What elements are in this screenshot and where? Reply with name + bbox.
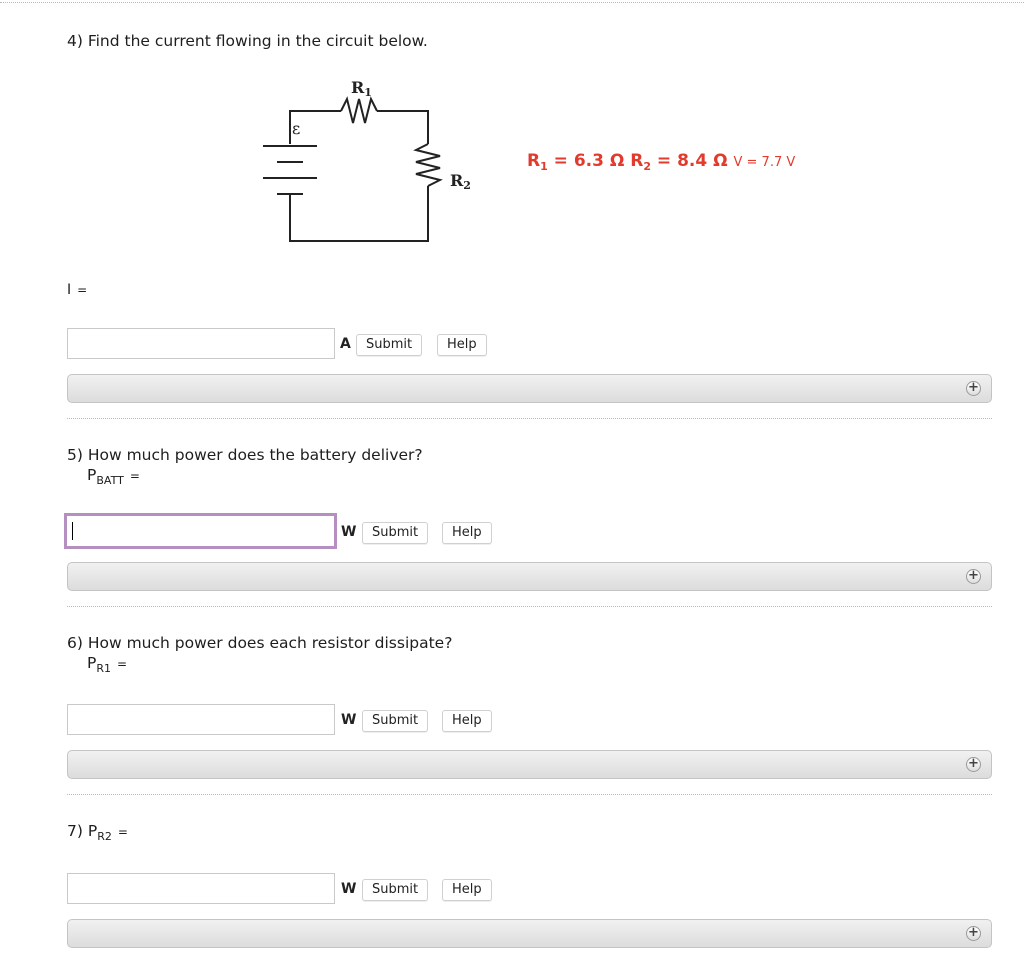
help-button-q4[interactable]: Help <box>437 334 487 356</box>
submit-button-q5[interactable]: Submit <box>362 522 428 544</box>
answer-bar-q6[interactable] <box>67 750 992 779</box>
r2-power-input[interactable] <box>67 873 335 904</box>
submit-button-q4[interactable]: Submit <box>356 334 422 356</box>
divider-q5 <box>67 606 992 607</box>
question-6-text: 6) How much power does each resistor dissipate? <box>67 634 453 652</box>
text-caret <box>72 522 73 540</box>
battery-power-input[interactable] <box>64 513 337 549</box>
circuit-diagram <box>255 78 495 248</box>
r1-label: R1 <box>351 78 372 99</box>
resistor-r2-zigzag <box>416 144 440 186</box>
unit-label: W <box>341 712 357 728</box>
unit-label: W <box>341 881 357 897</box>
plus-circle-icon[interactable]: + <box>966 926 981 941</box>
top-divider <box>0 2 1024 3</box>
divider-q6 <box>67 794 992 795</box>
answer-label-pr1: $P_{R1}$ = <box>87 654 128 675</box>
question-5-text: 5) How much power does the battery deliver? <box>67 446 423 464</box>
divider-q4 <box>67 418 992 419</box>
current-answer-input[interactable] <box>67 328 335 359</box>
submit-button-q7[interactable]: Submit <box>362 879 428 901</box>
answer-label-i: I = <box>67 282 88 298</box>
help-button-q6[interactable]: Help <box>442 710 492 732</box>
plus-circle-icon[interactable]: + <box>966 757 981 772</box>
unit-label: A <box>340 336 351 352</box>
plus-circle-icon[interactable]: + <box>966 381 981 396</box>
wire-top-right <box>377 111 428 144</box>
help-button-q7[interactable]: Help <box>442 879 492 901</box>
question-7-label: 7) $P_{R2}$ = <box>67 822 128 843</box>
unit-label: W <box>341 524 357 540</box>
wire-top-left <box>290 111 341 116</box>
emf-symbol: ε <box>292 119 301 138</box>
r1-power-input[interactable] <box>67 704 335 735</box>
given-values: $R_1 = 6.3$ Ω $R_2 = 8.4$ Ω V = 7.7 V <box>527 151 796 173</box>
answer-label-pbatt: $P_{BATT}$ = <box>87 466 140 487</box>
question-4-text: 4) Find the current flowing in the circuit below. <box>67 32 428 50</box>
help-button-q5[interactable]: Help <box>442 522 492 544</box>
submit-button-q6[interactable]: Submit <box>362 710 428 732</box>
r2-label: R2 <box>450 171 471 192</box>
answer-bar-q4[interactable] <box>67 374 992 403</box>
resistor-r1-zigzag <box>341 99 377 123</box>
answer-bar-q7[interactable] <box>67 919 992 948</box>
answer-bar-q5[interactable] <box>67 562 992 591</box>
wire-bottom <box>290 186 428 241</box>
plus-circle-icon[interactable]: + <box>966 569 981 584</box>
